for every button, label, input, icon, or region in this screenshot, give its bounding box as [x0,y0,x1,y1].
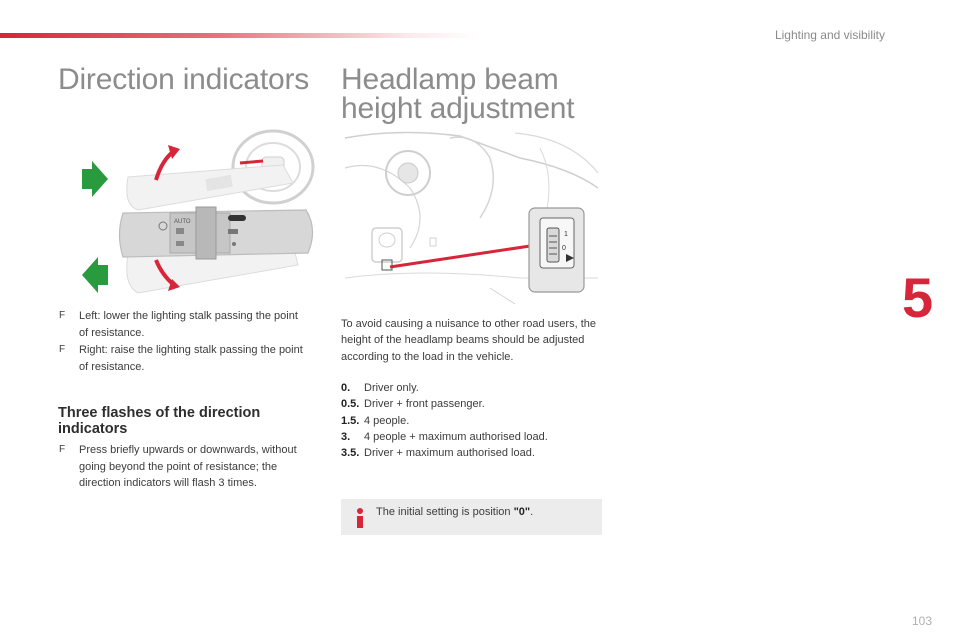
green-arrow-left-icon [82,257,108,293]
bullet-text: Left: lower the lighting stalk passing the point of resistance. [79,310,298,339]
position-text: 4 people. [364,414,410,427]
position-key: 3. [341,430,351,443]
position-key: 1.5. [341,414,360,427]
position-key: 3.5. [341,447,360,460]
list-item [58,342,308,375]
bullet-mark: F [59,344,66,355]
list-item [341,380,603,396]
stalk-instructions-list [58,308,308,376]
lighting-stalk-diagram [78,125,328,305]
position-list [341,380,603,461]
info-highlight: "0" [513,506,531,518]
direction-indicator-illustration [78,125,328,305]
dial-label-top: 1 [564,231,568,238]
headlamp-intro-text: To avoid causing a nuisance to other road users, the height of the headlamp beams should be adjusted according to the load in the vehicle. [341,318,596,363]
position-text: Driver only. [364,382,419,394]
bullet-text: Press briefly upwards or downwards, without going beyond the point of resistance; the direction indicators will flash 3 times. [79,444,297,489]
list-item [341,445,603,461]
bullet-mark: F [59,444,66,455]
position-key: 0.5. [341,398,360,411]
header-accent-bar [0,33,480,38]
title-line-1: Headlamp beam [341,63,559,96]
bullet-mark: F [59,310,66,321]
info-text-before: The initial setting is position [376,506,514,518]
position-text: 4 people + maximum authorised load. [364,430,548,443]
three-flashes-list [58,442,308,493]
dial-label-mid: 0 [562,245,566,252]
page-title-headlamp-beam [341,65,641,123]
green-arrow-right-icon [82,161,108,197]
list-item [341,413,603,429]
position-text: Driver + maximum authorised load. [364,447,535,460]
info-text-after: . [530,506,534,518]
info-text [376,506,533,518]
info-box [341,499,602,535]
list-item [341,396,603,412]
chapter-number: 5 [902,266,934,329]
info-icon [353,507,367,529]
position-text: Driver + front passenger. [364,398,485,411]
title-line-2: height adjustment [341,92,575,125]
page-title-direction-indicators: Direction indicators [58,63,310,96]
stalk-auto-label: AUTO [174,219,191,225]
headlamp-adjustment-illustration [340,128,602,304]
dashboard-diagram [340,128,602,304]
list-item [341,429,603,445]
list-item [58,308,308,341]
position-key: 0. [341,382,351,394]
subheading-three-flashes: Three flashes of the direction indicators [58,405,261,437]
list-item [58,442,308,492]
bullet-text: Right: raise the lighting stalk passing the point of resistance. [79,344,303,373]
page-number: 103 [912,614,933,628]
section-title: Lighting and visibility [774,28,885,42]
